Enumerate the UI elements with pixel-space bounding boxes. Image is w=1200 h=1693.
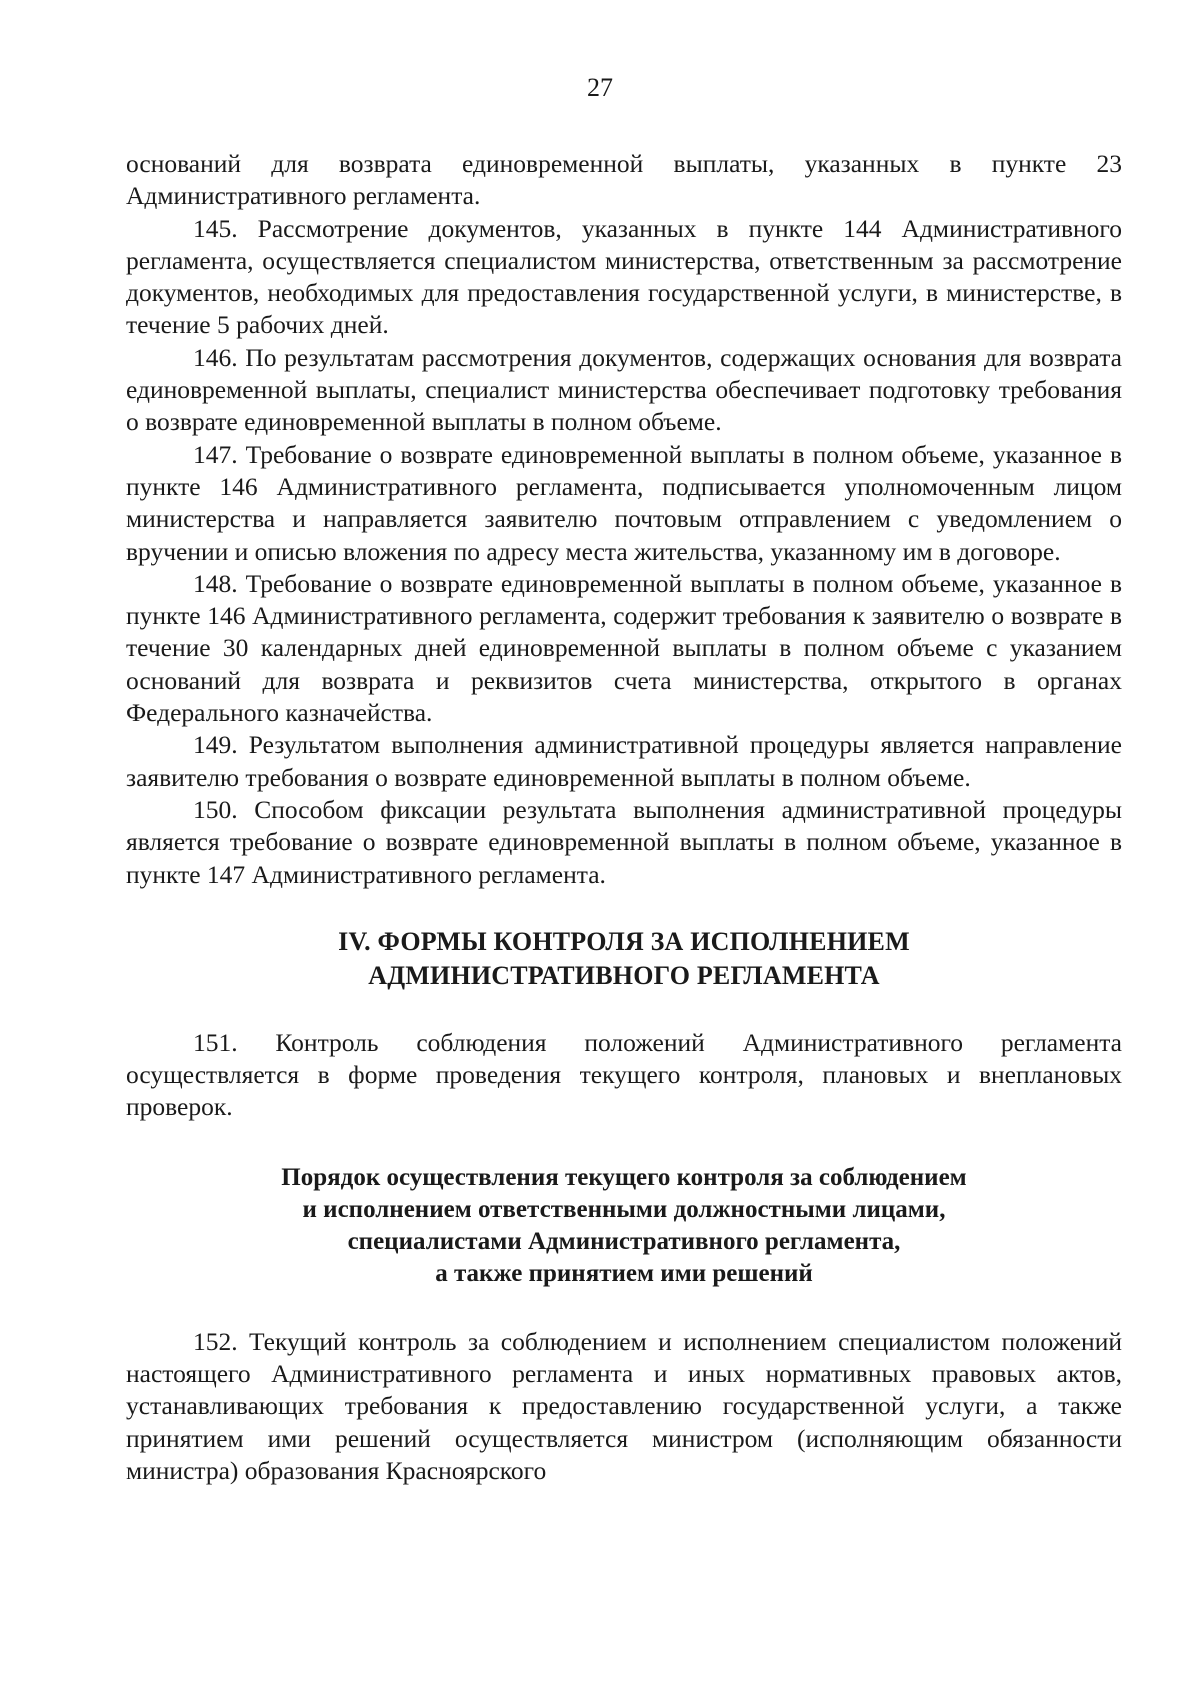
section-heading-line-1: IV. ФОРМЫ КОНТРОЛЯ ЗА ИСПОЛНЕНИЕМ (338, 926, 910, 956)
section-heading (126, 925, 1122, 993)
paragraph-147: 147. Требование о возврате единовременной выплаты в полном объеме, указанное в пункте 146 Административного регламента, подписывается уполномоченным лицом министерства и направляется заявителю почтовым отправлением с уведомлением о вручении и описью вложения по адресу места жительства, указанному им в договоре. (126, 439, 1122, 566)
subsection-heading-line-2: и исполнением ответственными должностными лицами, (302, 1195, 946, 1223)
subsection-heading-line-3: специалистами Административного регламента, (347, 1227, 901, 1255)
subsection-heading-line-1: Порядок осуществления текущего контроля за соблюдением (281, 1163, 967, 1191)
subsection-heading (126, 1162, 1122, 1290)
section-heading-line-2: АДМИНИСТРАТИВНОГО РЕГЛАМЕНТА (368, 960, 880, 990)
paragraph-152: 152. Текущий контроль за соблюдением и исполнением специалистом положений настоящего Административного регламента и иных нормативных правовых актов, устанавливающих требования к предоставлению государственной услуги, а также принятием ими решений осуществляется министром (исполняющим обязанности министра) образования Красноярского (126, 1326, 1122, 1485)
paragraph-146: 146. По результатам рассмотрения документов, содержащих основания для возврата единовременной выплаты, специалист министерства обеспечивает подготовку требования о возврате единовременной выплаты в полном объеме. (126, 342, 1122, 437)
paragraph-145: 145. Рассмотрение документов, указанных в пункте 144 Административного регламента, осуществляется специалистом министерства, ответственным за рассмотрение документов, необходимых для предоставления государственной услуги, в министерстве, в течение 5 рабочих дней. (126, 213, 1122, 340)
paragraph-151: 151. Контроль соблюдения положений Административного регламента осуществляется в форме проведения текущего контроля, плановых и внеплановых проверок. (126, 1027, 1122, 1122)
paragraph-continuation: оснований для возврата единовременной выплаты, указанных в пункте 23 Административного регламента. (126, 149, 1122, 211)
paragraph-150: 150. Способом фиксации результата выполнения административной процедуры является требование о возврате единовременной выплаты в полном объеме, указанное в пункте 147 Административного регламента. (126, 794, 1122, 889)
paragraph-149: 149. Результатом выполнения административной процедуры является направление заявителю требования о возврате единовременной выплаты в полном объеме. (126, 730, 1122, 792)
paragraph-148: 148. Требование о возврате единовременной выплаты в полном объеме, указанное в пункте 146 Административного регламента, содержит требования к заявителю о возврате в течение 30 календарных дней единовременной выплаты в полном объеме с указанием оснований для возврата и реквизитов счета министерства, открытого в органах Федерального казначейства. (126, 568, 1122, 728)
subsection-heading-line-4: а также принятием ими решений (435, 1259, 813, 1287)
page-number: 27 (587, 73, 613, 102)
document-body (126, 148, 1122, 1487)
